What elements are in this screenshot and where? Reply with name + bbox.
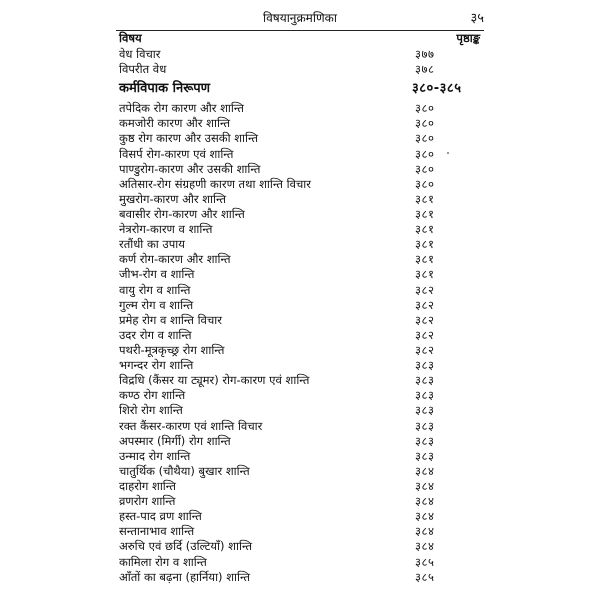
contents-row: [116, 237, 484, 252]
contents-row: [116, 343, 484, 358]
section-title: कर्मविपाक निरूपण: [119, 81, 211, 97]
entry-page-number: ३८३: [415, 373, 435, 388]
contents-row: [116, 147, 484, 162]
entry-page-number: ३८५: [415, 569, 435, 584]
contents-row: [116, 403, 484, 418]
contents-row: [116, 524, 484, 539]
entry-title: कण्ठ रोग शान्ति: [119, 388, 186, 403]
entry-page-number: ३८०: [415, 101, 435, 116]
entry-title: रक्त कैंसर-कारण एवं शान्ति विचार: [119, 418, 263, 433]
entry-title: पथरी-मूत्रकृच्छ्र रोग शान्ति: [119, 342, 225, 357]
entry-page-number: ३८०: [415, 146, 435, 161]
entry-title: विद्रधि (कैंसर या ट्यूमर) रोग-कारण एवं शान्ति: [119, 373, 310, 388]
entry-page-number: ३८०: [415, 116, 435, 131]
entry-title: तपेदिक रोग कारण और शान्ति: [119, 101, 244, 116]
entry-page-number: ३७७: [415, 47, 435, 61]
entry-page-number: ३८०: [415, 161, 435, 176]
contents-row: [116, 449, 484, 464]
entry-page-number: ३८३: [415, 433, 435, 448]
contents-row: [116, 494, 484, 509]
entry-title: रतौंधी का उपाय: [119, 237, 185, 252]
entry-page-number: ३८३: [415, 358, 435, 373]
contents-row: [116, 509, 484, 524]
entry-page-number: ३८३: [415, 448, 435, 463]
entry-title: चातुर्थिक (चौथैया) बुखार शान्ति: [119, 463, 250, 478]
contents-row: [116, 539, 484, 554]
entry-title: उन्माद रोग शान्ति: [119, 448, 191, 463]
contents-row: [116, 313, 484, 328]
column-headers: [116, 31, 484, 47]
entry-title: बवासीर रोग-कारण और शान्ति: [119, 206, 245, 221]
entry-page-number: ३८४: [415, 524, 435, 539]
entry-page-number: ३८४: [415, 463, 435, 478]
entry-title: कुष्ठ रोग कारण और उसकी शान्ति: [119, 131, 259, 146]
entry-title: वेध विचार: [119, 47, 161, 61]
entry-title: वायु रोग व शान्ति: [119, 282, 191, 297]
contents-row: [116, 328, 484, 343]
entry-page-number: ३८३: [415, 418, 435, 433]
entry-title: मुखरोग-कारण और शान्ति: [119, 191, 227, 206]
contents-row: [116, 434, 484, 449]
entry-page-number: ३८४: [415, 478, 435, 493]
section-heading-row: [116, 79, 484, 101]
contents-row: [116, 555, 484, 570]
contents-row: [116, 479, 484, 494]
section-page-range: ३८०-३८५: [412, 81, 462, 97]
contents-row: [116, 358, 484, 373]
entry-title: कमजोरी कारण और शान्ति: [119, 116, 231, 131]
page-number: ३५: [470, 11, 484, 26]
entry-title: आँतों का बढ़ना (हार्निया) शान्ति: [119, 569, 251, 584]
contents-list: [116, 47, 484, 585]
entry-page-number: ३८१: [415, 237, 435, 252]
entry-page-number: ३८१: [415, 222, 435, 237]
entry-title: अतिसार-रोग संग्रहणी कारण तथा शान्ति विचार: [119, 176, 311, 191]
entry-title: शिरो रोग शान्ति: [119, 403, 183, 418]
print-speck: [447, 152, 449, 154]
entry-title: दाहरोग शान्ति: [119, 478, 176, 493]
contents-row: [116, 570, 484, 585]
entry-page-number: ३८३: [415, 388, 435, 403]
subject-column-header: विषय: [119, 31, 142, 45]
entry-title: हस्त-पाद व्रण शान्ति: [119, 509, 202, 524]
entry-title: प्रमेह रोग व शान्ति विचार: [119, 312, 222, 327]
page-column-header: पृष्ठाङ्क: [456, 31, 480, 45]
entry-page-number: ३८०: [415, 131, 435, 146]
entry-page-number: ३८२: [415, 342, 435, 357]
contents-row: [116, 373, 484, 388]
entry-page-number: ३८४: [415, 494, 435, 509]
contents-row: [116, 252, 484, 267]
contents-row: [116, 298, 484, 313]
entry-title: अपस्मार (मिर्गी) रोग शान्ति: [119, 433, 231, 448]
entry-title: जीभ-रोग व शान्ति: [119, 267, 195, 282]
entry-page-number: ३८१: [415, 252, 435, 267]
entry-title: भगन्दर रोग शान्ति: [119, 358, 194, 373]
entry-page-number: ३८४: [415, 539, 435, 554]
contents-row: [116, 419, 484, 434]
entry-page-number: ३८३: [415, 403, 435, 418]
contents-row: [116, 162, 484, 177]
entry-page-number: ३७८: [415, 62, 435, 77]
entry-title: नेत्ररोग-कारण व शान्ति: [119, 222, 213, 237]
entry-title: सन्तानाभाव शान्ति: [119, 524, 195, 539]
entry-title: कर्ण रोग-कारण और शान्ति: [119, 252, 231, 267]
entry-title: अरुचि एवं छर्दि (उल्टियाँ) शान्ति: [119, 539, 253, 554]
contents-row: [116, 283, 484, 298]
contents-row: [116, 62, 484, 77]
entry-title: पाण्डुरोग-कारण और उसकी शान्ति: [119, 161, 261, 176]
entry-page-number: ३८४: [415, 509, 435, 524]
page-header: [116, 4, 484, 31]
contents-row: [116, 464, 484, 479]
contents-row: [116, 207, 484, 222]
entry-page-number: ३८१: [415, 191, 435, 206]
entry-title: कामिला रोग व शान्ति: [119, 554, 207, 569]
header-title: विषयानुक्रमणिका: [263, 11, 337, 25]
entry-page-number: ३८२: [415, 282, 435, 297]
contents-row: [116, 192, 484, 207]
entry-title: व्रणरोग शान्ति: [119, 494, 176, 509]
entry-page-number: ३८२: [415, 297, 435, 312]
contents-row: [116, 388, 484, 403]
entry-page-number: ३८२: [415, 327, 435, 342]
contents-row: [116, 267, 484, 282]
entry-page-number: ३८२: [415, 312, 435, 327]
entry-title: उदर रोग व शान्ति: [119, 327, 192, 342]
entry-title: विपरीत वेध: [119, 62, 167, 77]
entry-title: गुल्म रोग व शान्ति: [119, 297, 194, 312]
entry-page-number: ३८१: [415, 267, 435, 282]
entry-title: विसर्प रोग-कारण एवं शान्ति: [119, 146, 234, 161]
contents-row: [116, 222, 484, 237]
entry-page-number: ३८५: [415, 554, 435, 569]
entry-page-number: ३८०: [415, 176, 435, 191]
entry-page-number: ३८१: [415, 206, 435, 221]
contents-row: [116, 177, 484, 192]
contents-row: [116, 101, 484, 116]
contents-row: [116, 131, 484, 146]
contents-row: [116, 116, 484, 131]
contents-row: [116, 47, 484, 62]
